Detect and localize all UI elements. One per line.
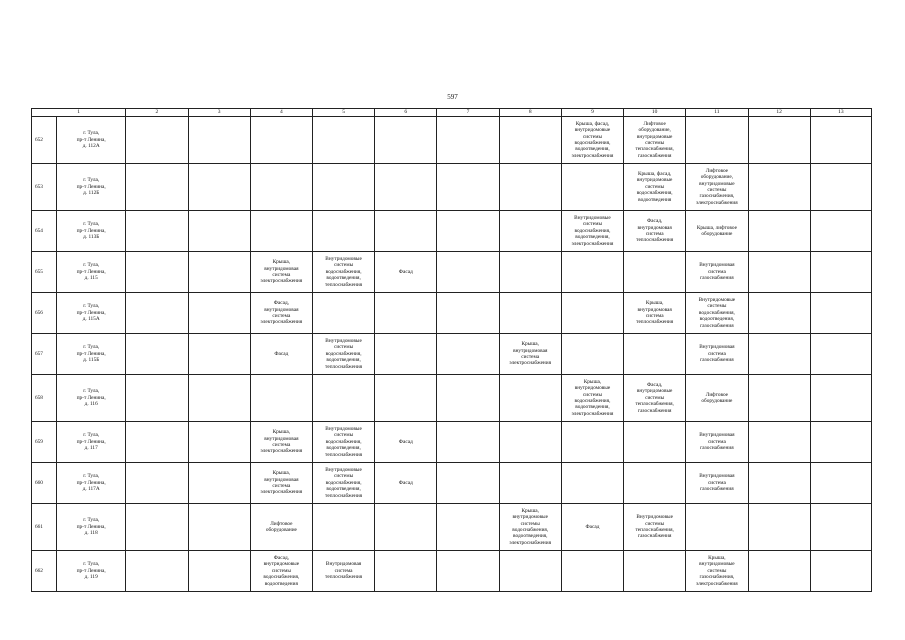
header-cell-6: 6 (375, 109, 437, 117)
work-cell-col-5: Внутридомовые системы водоснабжения, водоотведения, теплоснабжения (312, 334, 374, 375)
work-cell-col-7 (437, 334, 499, 375)
work-cell-col-7 (437, 463, 499, 504)
work-cell-col-7 (437, 551, 499, 592)
address-cell: г. Тула, пр-т Ленина, д. 115Б (57, 334, 126, 375)
work-cell-col-11: Внутридомовые системы водоснабжения, водоотведения, газоснабжения (686, 293, 748, 334)
work-cell-col-4: Крыша, внутридомовая система электроснабжения (250, 422, 312, 463)
work-cell-col-4: Крыша, внутридомовая система электроснабжения (250, 252, 312, 293)
work-cell-col-5: Внутридомовые системы водоснабжения, водоотведения, теплоснабжения (312, 252, 374, 293)
work-cell-col-3 (188, 463, 250, 504)
work-cell-col-12 (748, 117, 810, 164)
work-cell-col-5 (312, 504, 374, 551)
work-cell-col-11: Лифтовое оборудование (686, 375, 748, 422)
work-cell-col-4: Фасад, внутридомовые системы водоснабжения, водоотведения (250, 551, 312, 592)
work-cell-col-13 (810, 551, 871, 592)
header-cell-2: 2 (126, 109, 188, 117)
work-cell-col-6 (375, 504, 437, 551)
work-cell-col-9 (561, 463, 623, 504)
address-cell: г. Тула, пр-т Ленина, д. 116 (57, 375, 126, 422)
table-row (32, 117, 872, 164)
work-cell-col-4 (250, 117, 312, 164)
work-cell-col-13 (810, 375, 871, 422)
work-cell-col-3 (188, 117, 250, 164)
work-cell-col-11: Крыша, внутридомовые системы газоснабжения, электроснабжения (686, 551, 748, 592)
work-cell-col-12 (748, 551, 810, 592)
work-cell-col-5: Внутридомовые системы водоснабжения, водоотведения, теплоснабжения (312, 463, 374, 504)
work-cell-col-3 (188, 164, 250, 211)
row-number: 659 (32, 422, 57, 463)
work-cell-col-8 (499, 375, 561, 422)
header-cell-11: 11 (686, 109, 748, 117)
work-cell-col-8 (499, 293, 561, 334)
work-cell-col-3 (188, 293, 250, 334)
work-cell-col-11 (686, 504, 748, 551)
work-cell-col-6 (375, 211, 437, 252)
work-cell-col-7 (437, 293, 499, 334)
page-number: 597 (447, 93, 458, 101)
work-cell-col-13 (810, 164, 871, 211)
work-cell-col-4 (250, 164, 312, 211)
address-cell: г. Тула, пр-т Ленина, д. 115 (57, 252, 126, 293)
work-cell-col-10 (624, 463, 686, 504)
work-cell-col-12 (748, 252, 810, 293)
work-cell-col-12 (748, 293, 810, 334)
work-cell-col-9: Крыша, фасад, внутридомовые системы водоснабжения, водоотведения, электроснабжения (561, 117, 623, 164)
work-cell-col-2 (126, 551, 188, 592)
table-row (32, 334, 872, 375)
work-cell-col-8 (499, 211, 561, 252)
work-cell-col-8 (499, 551, 561, 592)
work-cell-col-4: Фасад (250, 334, 312, 375)
header-cell-8: 8 (499, 109, 561, 117)
work-cell-col-2 (126, 211, 188, 252)
row-number: 658 (32, 375, 57, 422)
header-row (32, 109, 872, 117)
work-cell-col-4: Фасад, внутридомовая система электроснабжения (250, 293, 312, 334)
work-cell-col-12 (748, 375, 810, 422)
work-cell-col-3 (188, 252, 250, 293)
work-cell-col-13 (810, 252, 871, 293)
work-cell-col-10: Фасад, внутридомовая система теплоснабжения (624, 211, 686, 252)
table-row (32, 422, 872, 463)
table-row (32, 551, 872, 592)
row-number: 662 (32, 551, 57, 592)
row-number: 654 (32, 211, 57, 252)
work-cell-col-9: Фасад (561, 504, 623, 551)
header-cell-4: 4 (250, 109, 312, 117)
work-cell-col-11: Внутридомовая система газоснабжения (686, 422, 748, 463)
work-cell-col-7 (437, 375, 499, 422)
work-cell-col-6: Фасад (375, 422, 437, 463)
work-cell-col-6: Фасад (375, 463, 437, 504)
work-cell-col-5 (312, 293, 374, 334)
work-cell-col-8 (499, 463, 561, 504)
work-cell-col-13 (810, 334, 871, 375)
work-cell-col-3 (188, 211, 250, 252)
work-cell-col-7 (437, 252, 499, 293)
work-cell-col-6 (375, 375, 437, 422)
table-row (32, 463, 872, 504)
work-cell-col-4 (250, 375, 312, 422)
address-cell: г. Тула, пр-т Ленина, д. 112А (57, 117, 126, 164)
work-cell-col-7 (437, 117, 499, 164)
work-cell-col-10: Внутридомовые системы теплоснабжения, газоснабжения (624, 504, 686, 551)
header-cell-5: 5 (312, 109, 374, 117)
work-cell-col-2 (126, 422, 188, 463)
work-cell-col-9 (561, 293, 623, 334)
address-cell: г. Тула, пр-т Ленина, д. 117А (57, 463, 126, 504)
work-cell-col-9 (561, 252, 623, 293)
header-cell-12: 12 (748, 109, 810, 117)
work-cell-col-7 (437, 422, 499, 463)
header-cell-3: 3 (188, 109, 250, 117)
work-cell-col-11: Внутридомовая система газоснабжения (686, 463, 748, 504)
work-cell-col-4: Крыша, внутридомовая система электроснабжения (250, 463, 312, 504)
work-cell-col-10 (624, 422, 686, 463)
work-cell-col-13 (810, 117, 871, 164)
work-cell-col-5: Внутридомовая система теплоснабжения (312, 551, 374, 592)
work-cell-col-10: Крыша, внутридомовая система теплоснабжения (624, 293, 686, 334)
address-cell: г. Тула, пр-т Ленина, д. 112Б (57, 164, 126, 211)
work-cell-col-6 (375, 293, 437, 334)
work-cell-col-3 (188, 422, 250, 463)
work-cell-col-7 (437, 164, 499, 211)
work-cell-col-2 (126, 504, 188, 551)
work-cell-col-3 (188, 334, 250, 375)
work-cell-col-11: Внутридомовая система газоснабжения (686, 334, 748, 375)
work-cell-col-2 (126, 117, 188, 164)
work-cell-col-12 (748, 334, 810, 375)
work-cell-col-5 (312, 375, 374, 422)
work-cell-col-12 (748, 211, 810, 252)
work-cell-col-6 (375, 334, 437, 375)
work-cell-col-12 (748, 504, 810, 551)
work-cell-col-2 (126, 164, 188, 211)
work-cell-col-6: Фасад (375, 252, 437, 293)
table-row (32, 375, 872, 422)
work-cell-col-6 (375, 117, 437, 164)
row-number: 652 (32, 117, 57, 164)
work-cell-col-11: Крыша, лифтовое оборудование (686, 211, 748, 252)
work-cell-col-6 (375, 551, 437, 592)
work-cell-col-13 (810, 211, 871, 252)
work-cell-col-13 (810, 463, 871, 504)
work-cell-col-10 (624, 551, 686, 592)
work-cell-col-11 (686, 117, 748, 164)
table-row (32, 211, 872, 252)
work-cell-col-10 (624, 252, 686, 293)
header-cell-10: 10 (624, 109, 686, 117)
work-cell-col-11: Лифтовое оборудование, внутридомовые системы газоснабжения, электроснабжения (686, 164, 748, 211)
work-cell-col-3 (188, 551, 250, 592)
work-cell-col-13 (810, 293, 871, 334)
work-cell-col-5 (312, 211, 374, 252)
table-row (32, 164, 872, 211)
work-cell-col-8 (499, 422, 561, 463)
header-cell-13: 13 (810, 109, 871, 117)
work-cell-col-10: Лифтовое оборудование, внутридомовые системы теплоснабжения, газоснабжения (624, 117, 686, 164)
row-number: 656 (32, 293, 57, 334)
work-cell-col-2 (126, 463, 188, 504)
row-number: 660 (32, 463, 57, 504)
work-cell-col-13 (810, 504, 871, 551)
work-cell-col-10: Крыша, фасад, внутридомовые системы водоснабжения, водоотведения (624, 164, 686, 211)
work-cell-col-5 (312, 164, 374, 211)
work-cell-col-10 (624, 334, 686, 375)
work-cell-col-8: Крыша, внутридомовые системы водоснабжения, водоотведения, электроснабжения (499, 504, 561, 551)
work-cell-col-11: Внутридомовая система газоснабжения (686, 252, 748, 293)
work-cell-col-12 (748, 463, 810, 504)
table-body (32, 117, 872, 592)
row-number: 661 (32, 504, 57, 551)
work-cell-col-2 (126, 334, 188, 375)
row-number: 653 (32, 164, 57, 211)
table-row (32, 293, 872, 334)
work-cell-col-9 (561, 551, 623, 592)
work-cell-col-9: Крыша, внутридомовые системы водоснабжения, водоотведения, электроснабжения (561, 375, 623, 422)
work-cell-col-8 (499, 117, 561, 164)
work-cell-col-13 (810, 422, 871, 463)
table-row (32, 252, 872, 293)
address-cell: г. Тула, пр-т Ленина, д. 119 (57, 551, 126, 592)
work-cell-col-9 (561, 422, 623, 463)
work-cell-col-2 (126, 375, 188, 422)
work-cell-col-2 (126, 293, 188, 334)
work-cell-col-5: Внутридомовые системы водоснабжения, водоотведения, теплоснабжения (312, 422, 374, 463)
work-cell-col-8: Крыша, внутридомовая система электроснабжения (499, 334, 561, 375)
address-cell: г. Тула, пр-т Ленина, д. 115А (57, 293, 126, 334)
work-cell-col-8 (499, 164, 561, 211)
row-number: 655 (32, 252, 57, 293)
work-cell-col-6 (375, 164, 437, 211)
header-cell-1: 1 (32, 109, 126, 117)
header-cell-9: 9 (561, 109, 623, 117)
work-cell-col-3 (188, 375, 250, 422)
work-cell-col-9 (561, 164, 623, 211)
address-cell: г. Тула, пр-т Ленина, д. 113Б (57, 211, 126, 252)
work-cell-col-2 (126, 252, 188, 293)
work-cell-col-12 (748, 422, 810, 463)
address-cell: г. Тула, пр-т Ленина, д. 117 (57, 422, 126, 463)
repair-schedule-table (31, 108, 872, 592)
address-cell: г. Тула, пр-т Ленина, д. 118 (57, 504, 126, 551)
work-cell-col-12 (748, 164, 810, 211)
row-number: 657 (32, 334, 57, 375)
table-row (32, 504, 872, 551)
work-cell-col-4 (250, 211, 312, 252)
work-cell-col-7 (437, 211, 499, 252)
work-cell-col-4: Лифтовое оборудование (250, 504, 312, 551)
work-cell-col-5 (312, 117, 374, 164)
header-cell-7: 7 (437, 109, 499, 117)
work-cell-col-9 (561, 334, 623, 375)
work-cell-col-7 (437, 504, 499, 551)
work-cell-col-8 (499, 252, 561, 293)
work-cell-col-10: Фасад, внутридомовые системы теплоснабжения, газоснабжения (624, 375, 686, 422)
work-cell-col-9: Внутридомовые системы водоснабжения, водоотведения, электроснабжения (561, 211, 623, 252)
work-cell-col-3 (188, 504, 250, 551)
